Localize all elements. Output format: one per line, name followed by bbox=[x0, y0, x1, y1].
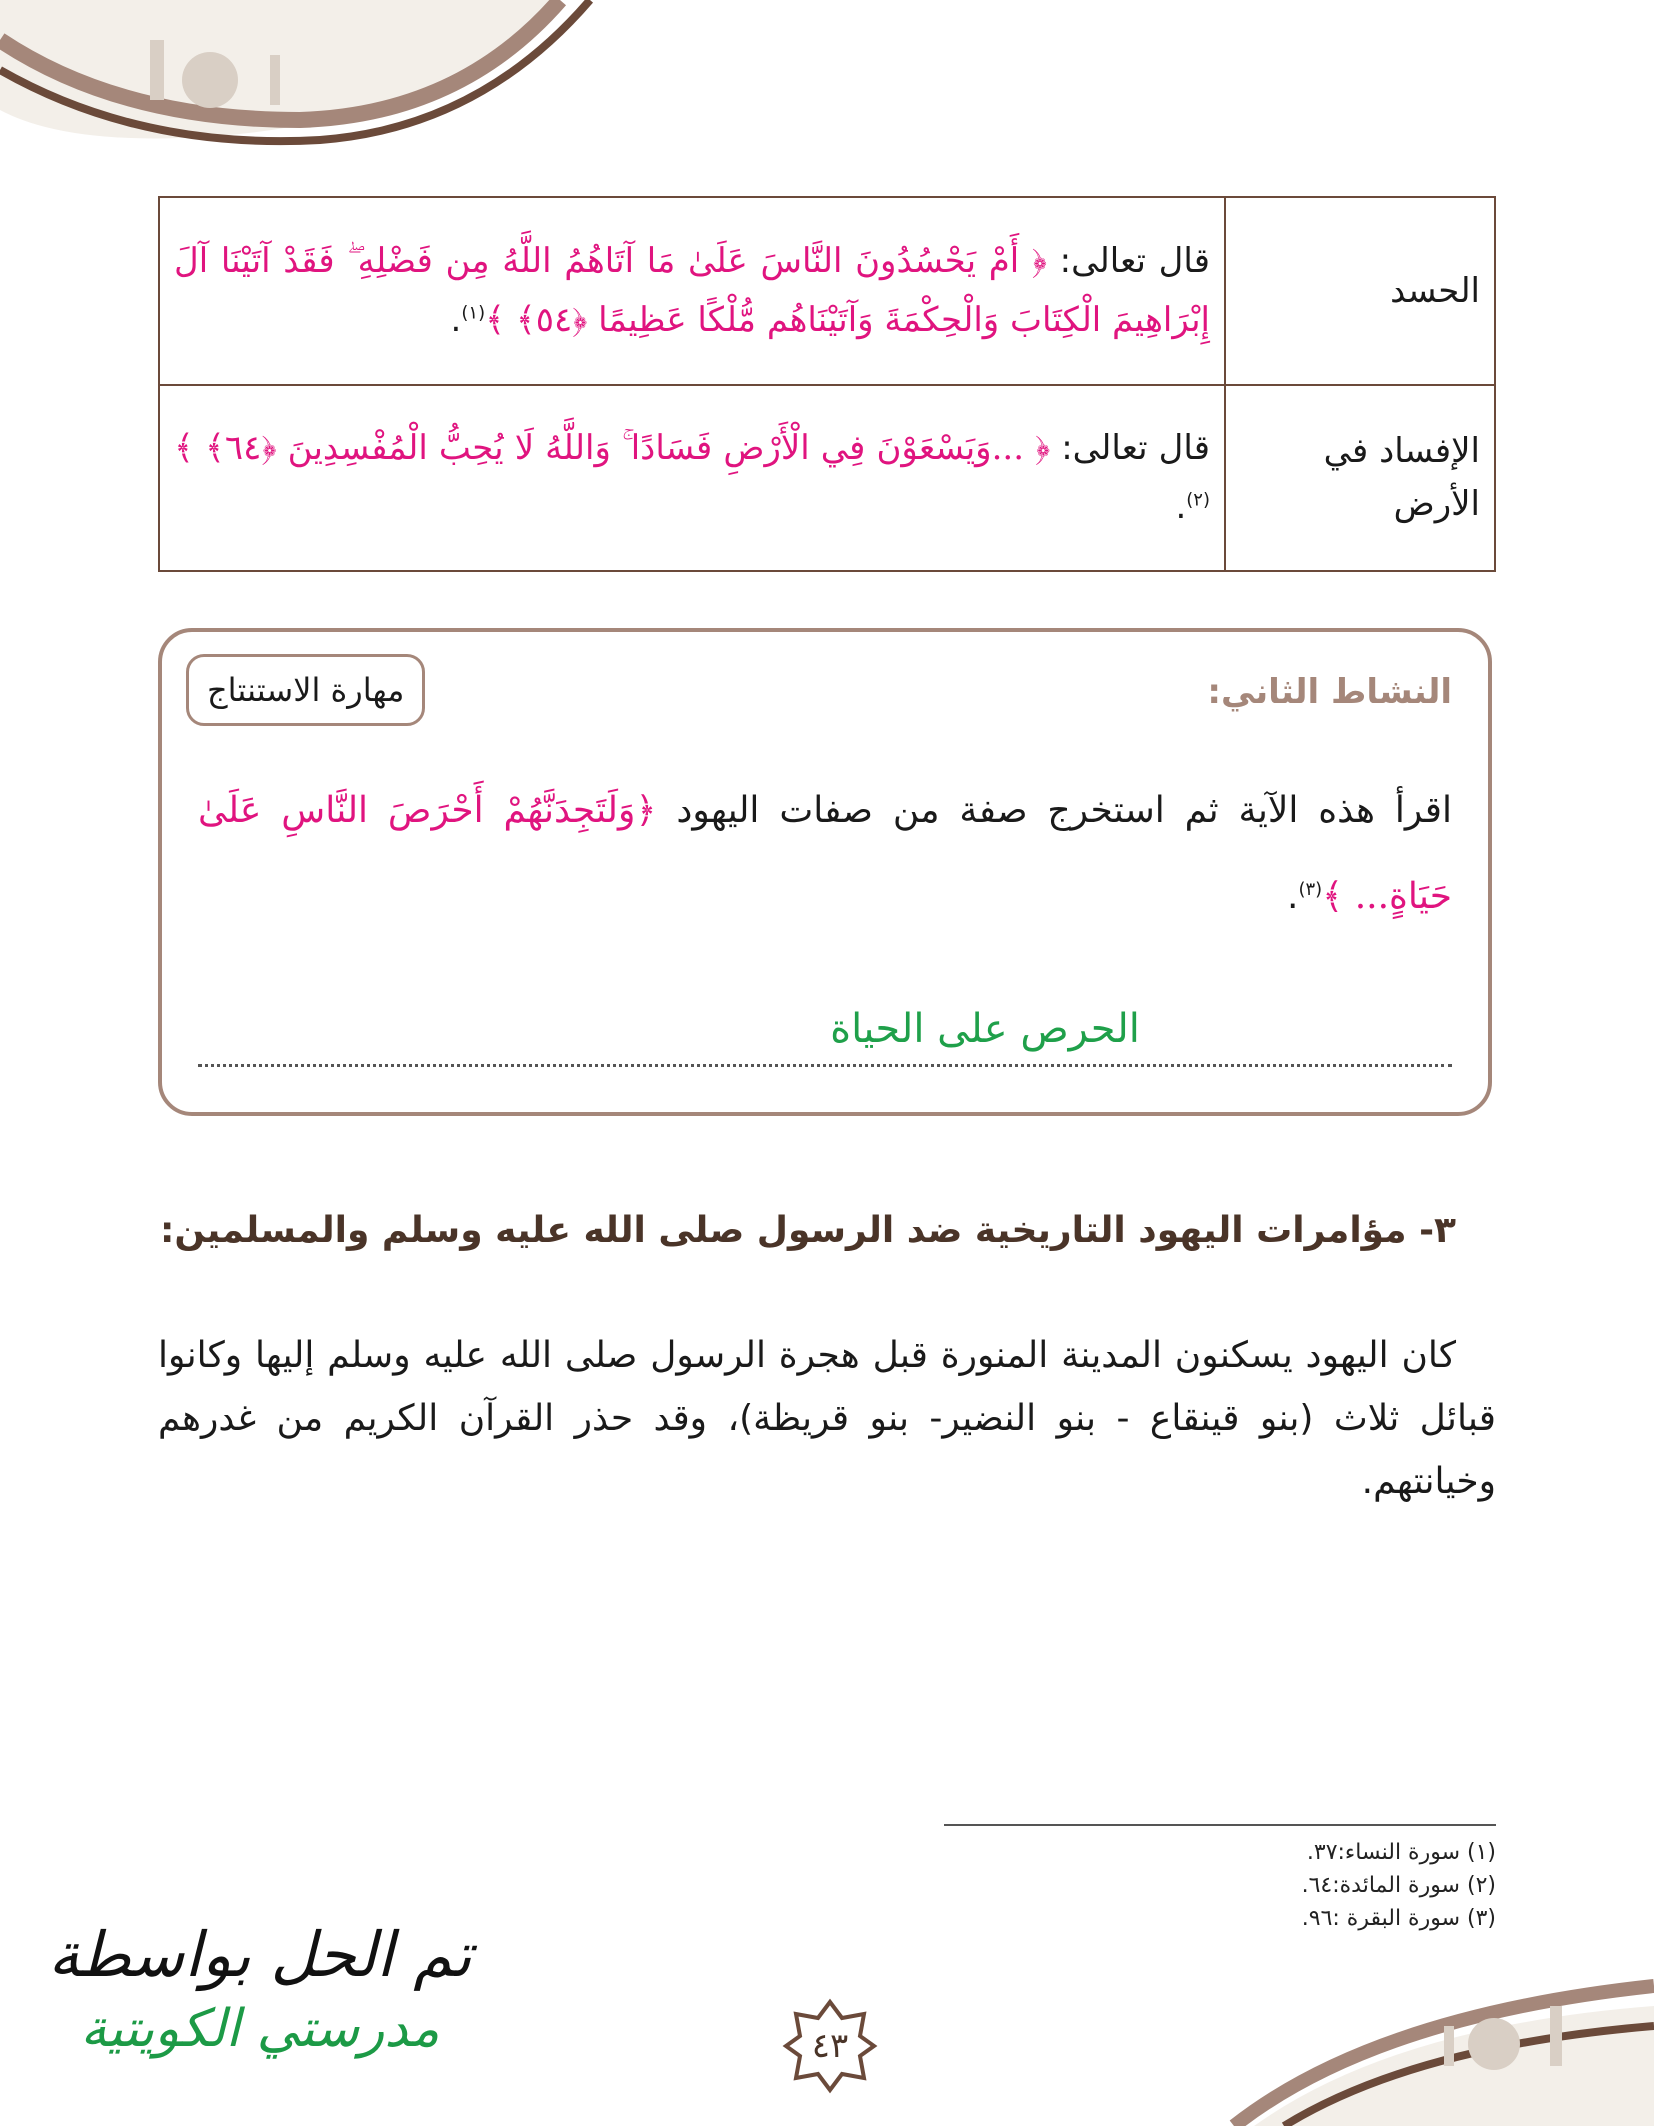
footnote-ref: (٣) bbox=[1298, 879, 1323, 901]
instruction-text: اقرأ هذه الآية ثم استخرج صفة من صفات اليهود bbox=[656, 790, 1452, 831]
trait-name-cell bbox=[1225, 197, 1495, 385]
header-decoration bbox=[0, 0, 600, 150]
quran-verse: ﴿وَلَتَجِدَنَّهُمْ أَحْرَصَ النَّاسِ عَلَىٰ حَيَاةٍ... ﴾ bbox=[198, 790, 1452, 918]
quran-verse: ﴿ أَمْ يَحْسُدُونَ النَّاسَ عَلَىٰ مَا آتَاهُمُ اللَّهُ مِن فَضْلِهِ ۖ فَقَدْ آتَيْنَا آلَ إِبْرَاهِيمَ الْكِتَابَ وَالْحِكْمَةَ وَآتَيْنَاهُم مُّلْكًا عَظِيمًا ﴿٥٤﴾ ﴾ bbox=[174, 240, 1210, 340]
section-heading: ٣- مؤامرات اليهود التاريخية ضد الرسول صلى الله عليه وسلم والمسلمين: bbox=[160, 1210, 1456, 1251]
activity-title: النشاط الثاني: bbox=[1207, 672, 1452, 712]
sentence-end: . bbox=[1175, 487, 1187, 527]
trait-name: الإفساد في الأرض bbox=[1323, 431, 1480, 524]
verse-intro: قال تعالى: bbox=[1050, 427, 1210, 468]
sentence-end: . bbox=[1286, 876, 1299, 918]
footnote-item: (٣) سورة البقرة :٩٦. bbox=[1301, 1906, 1496, 1931]
answer-text: الحرص على الحياة bbox=[830, 1006, 1140, 1052]
footnote-item: (١) سورة النساء:٣٧. bbox=[1306, 1840, 1496, 1865]
activity-box bbox=[158, 628, 1492, 1116]
footnote-ref: (٢) bbox=[1186, 489, 1210, 511]
footnote-item: (٢) سورة المائدة:٦٤. bbox=[1301, 1873, 1496, 1898]
skill-badge: مهارة الاستنتاج bbox=[186, 654, 425, 726]
trait-evidence-cell bbox=[159, 385, 1225, 571]
footnote-divider bbox=[944, 1824, 1496, 1826]
answer-line[interactable] bbox=[198, 1002, 1452, 1067]
footer-decoration bbox=[1194, 1966, 1654, 2126]
activity-instruction bbox=[198, 768, 1452, 941]
trait-name: الحسد bbox=[1390, 270, 1480, 311]
trait-evidence-cell bbox=[159, 197, 1225, 385]
quran-verse: ﴿ ...وَيَسْعَوْنَ فِي الْأَرْضِ فَسَادًا ۚ وَاللَّهُ لَا يُحِبُّ الْمُفْسِدِينَ ﴿٦٤﴾ ﴾ bbox=[174, 427, 1051, 468]
page-number-text: ٤٣ bbox=[811, 2026, 849, 2066]
table-row bbox=[159, 197, 1495, 385]
solution-watermark bbox=[10, 1918, 510, 2059]
watermark-brand: مدرستي الكويتية bbox=[80, 1999, 440, 2059]
traits-table bbox=[158, 196, 1496, 572]
section-paragraph: كان اليهود يسكنون المدينة المنورة قبل هجرة الرسول صلى الله عليه وسلم إليها وكانوا قبائل ثلاث (بنو قينقاع - بنو النضير- بنو قريظة)، وقد حذر القرآن الكريم من غدرهم وخيانتهم. bbox=[158, 1335, 1496, 1502]
footnotes-list bbox=[1302, 1836, 1496, 1935]
table-row bbox=[159, 385, 1495, 571]
footnote-ref: (١) bbox=[461, 302, 486, 324]
sentence-end: . bbox=[450, 300, 462, 340]
watermark-line: تم الحل بواسطة bbox=[48, 1918, 472, 1991]
trait-name-cell bbox=[1225, 385, 1495, 571]
verse-intro: قال تعالى: bbox=[1046, 240, 1210, 281]
page-number bbox=[782, 1998, 878, 2094]
